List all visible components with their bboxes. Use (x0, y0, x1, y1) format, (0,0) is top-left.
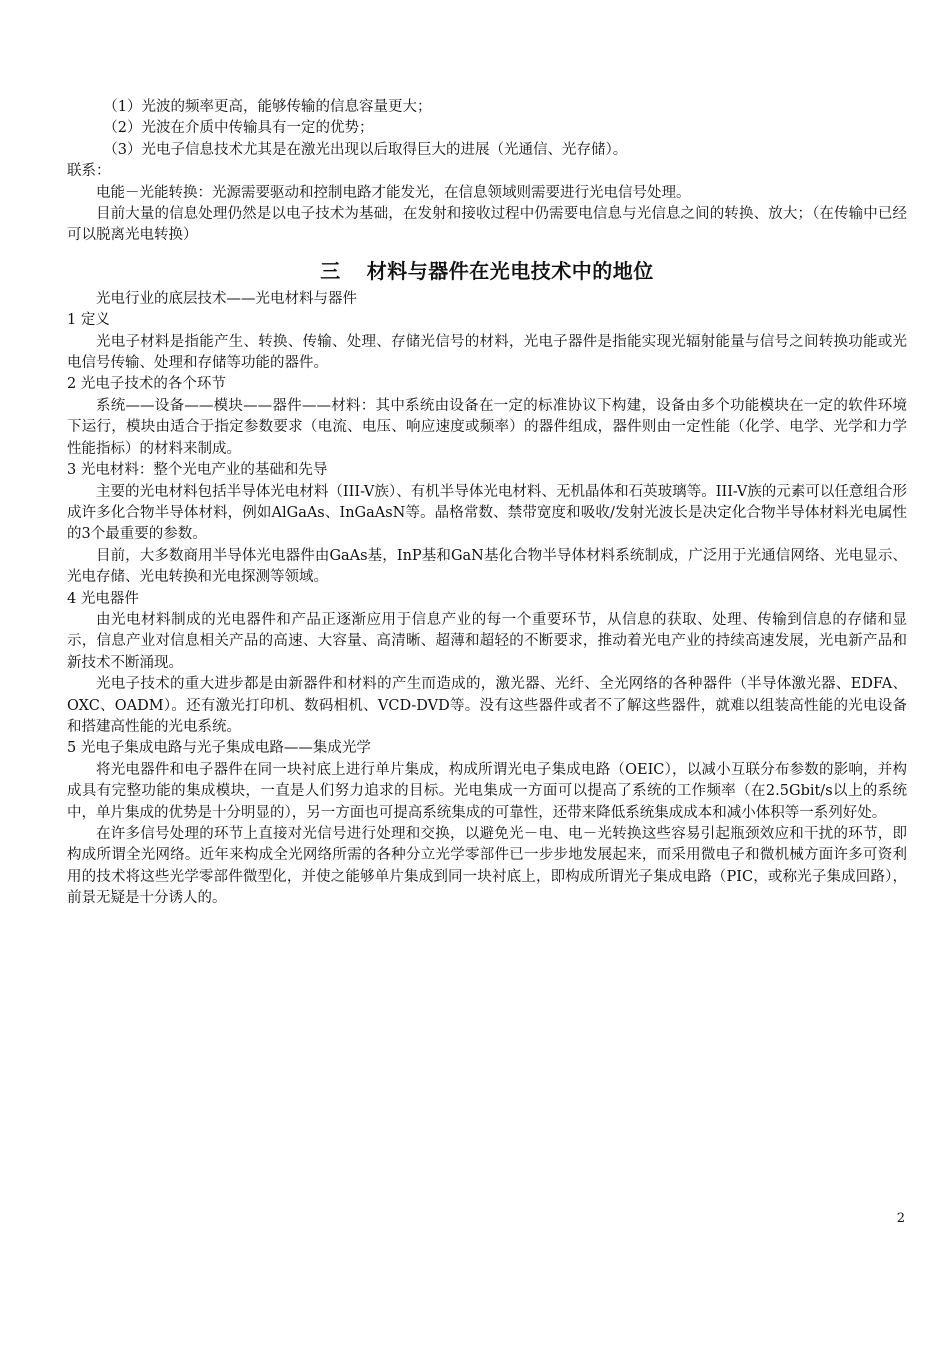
subsection-heading: 1 定义 (67, 312, 110, 329)
page-number: 2 (896, 1211, 905, 1226)
paragraph: 系统——设备——模块——器件——材料：其中系统由设备在一定的标准协议下构建，设备由多个功能模块在一定的软件环境下运行，模块由适合于指定参数要求（电流、电压、响应速度或频率）的器件组成，器件则由一定性能（化学、电学、光学和力学性能指标）的材料来制成。 (67, 397, 907, 457)
subsection-heading: 5 光电子集成电路与光子集成电路——集成光学 (67, 740, 371, 757)
paragraph: 由光电材料制成的光电器件和产品正逐渐应用于信息产业的每一个重要环节，从信息的获取、处理、传输到信息的存储和显示，信息产业对信息相关产品的高速、大容量、高清晰、超薄和超轻的不断要求，推动着光电产业的持续高速发展，光电新产品和新技术不断涌现。 (67, 611, 907, 671)
document-body (67, 97, 907, 910)
list-item: （3）光电子信息技术尤其是在激光出现以后取得巨大的进展（光通信、光存储）。 (103, 141, 628, 158)
section-title: 材料与器件在光电技术中的地位 (366, 258, 654, 283)
paragraph: 光电子技术的重大进步都是由新器件和材料的产生而造成的，激光器、光纤、全光网络的各种器件（半导体激光器、EDFA、OXC、OADM）。还有激光打印机、数码相机、VCD-DVD等。没有这些器件或者不了解这些器件，就难以组装高性能的光电设备和搭建高性能的光电系统。 (67, 676, 907, 735)
paragraph: 主要的光电材料包括半导体光电材料（III-V族）、有机半导体光电材料、无机晶体和石英玻璃等。III-V族的元素可以任意组合形成许多化合物半导体材料，例如AlGaAs、InGaAsN等。晶格常数、禁带宽度和吸收/发射光波长是决定化合物半导体材料光电属性的3个最重要的参数。 (67, 483, 907, 543)
paragraph: 在许多信号处理的环节上直接对光信号进行处理和交换，以避免光－电、电－光转换这些容易引起瓶颈效应和干扰的环节，即构成所谓全光网络。近年来构成全光网络所需的各种分立光学零部件已一步步地发展起来，而采用微电子和微机械方面许多可资利用的技术将这些光学零部件微型化，并使之能够单片集成到同一块衬底上，即构成所谓光子集成电路（PIC，或称光子集成回路），前景无疑是十分诱人的。 (67, 826, 907, 907)
paragraph: 电能－光能转换：光源需要驱动和控制电路才能发光，在信息领域则需要进行光电信号处理。 (96, 184, 691, 201)
section-subtitle: 光电行业的底层技术——光电材料与器件 (96, 290, 357, 307)
paragraph: 目前，大多数商用半导体光电器件由GaAs基，InP基和GaN基化合物半导体材料系统制成，广泛用于光通信网络、光电显示、光电存储、光电转换和光电探测等领域。 (67, 547, 907, 586)
list-item: （1）光波的频率更高，能够传输的信息容量更大； (103, 99, 432, 115)
subsection-heading: 4 光电器件 (67, 590, 139, 607)
link-label: 联系： (67, 163, 111, 180)
list-item: （2）光波在介质中传输具有一定的优势； (103, 120, 374, 137)
paragraph: 目前大量的信息处理仍然是以电子技术为基础，在发射和接收过程中仍需要电信息与光信息之间的转换、放大；（在传输中已经可以脱离光电转换） (67, 206, 907, 244)
subsection-heading: 2 光电子技术的各个环节 (67, 376, 226, 393)
section-heading (67, 259, 907, 283)
paragraph: 光电子材料是指能产生、转换、传输、处理、存储光信号的材料，光电子器件是指能实现光辐射能量与信号之间转换功能或光电信号传输、处理和存储等功能的器件。 (67, 333, 907, 372)
section-number: 三 (320, 258, 341, 283)
paragraph: 将光电器件和电子器件在同一块衬底上进行单片集成，构成所谓光电子集成电路（OEIC），以减小互联分布参数的影响，并构成具有完整功能的集成模块，一直是人们努力追求的目标。光电集成一方面可以提高了系统的工作频率（在2.5Gbit/s以上的系统中，单片集成的优势是十分明显的），另一方面也可提高系统集成的可靠性，还带来降低系统集成成本和减小体积等一系列好处。 (67, 761, 907, 821)
subsection-heading: 3 光电材料：整个光电产业的基础和先导 (67, 462, 328, 479)
